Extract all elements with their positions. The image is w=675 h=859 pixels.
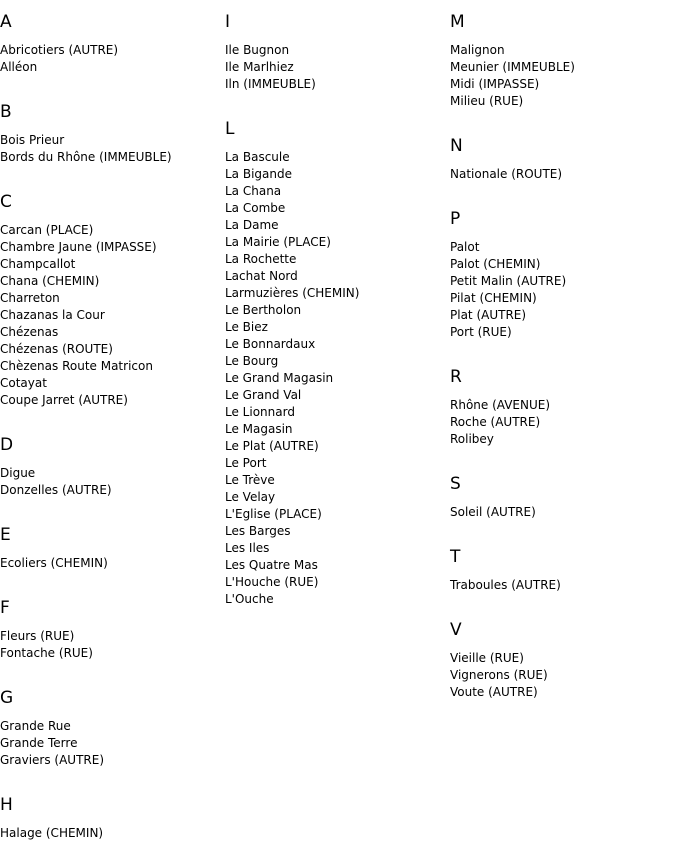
street-link[interactable]: Larmuzières (CHEMIN) bbox=[225, 286, 360, 300]
street-link[interactable]: Le Magasin bbox=[225, 422, 293, 436]
street-link[interactable]: Chèzenas Route Matricon bbox=[0, 359, 153, 373]
letter-group bbox=[0, 525, 225, 572]
letter-heading: S bbox=[450, 474, 461, 494]
street-link[interactable]: Grande Terre bbox=[0, 736, 78, 750]
street-link[interactable]: Les Barges bbox=[225, 524, 291, 538]
street-link[interactable]: Chézenas (ROUTE) bbox=[0, 342, 113, 356]
letter-heading: B bbox=[0, 102, 12, 122]
street-link[interactable]: Petit Malin (AUTRE) bbox=[450, 274, 567, 288]
letter-heading: D bbox=[0, 435, 14, 455]
street-link[interactable]: La Bigande bbox=[225, 167, 292, 181]
street-list bbox=[0, 555, 225, 572]
street-link[interactable]: Vieille (RUE) bbox=[450, 651, 524, 665]
street-link[interactable]: Chazanas la Cour bbox=[0, 308, 105, 322]
street-link[interactable]: Roche (AUTRE) bbox=[450, 415, 541, 429]
street-link[interactable]: Le Bertholon bbox=[225, 303, 302, 317]
street-link[interactable]: Halage (CHEMIN) bbox=[0, 826, 104, 840]
street-link[interactable]: Palot bbox=[450, 240, 480, 254]
street-list bbox=[0, 628, 225, 662]
street-list bbox=[450, 166, 675, 183]
street-link[interactable]: Ile Bugnon bbox=[225, 43, 290, 57]
letter-group bbox=[450, 12, 675, 110]
street-link[interactable]: Charreton bbox=[0, 291, 60, 305]
letter-heading: T bbox=[450, 547, 461, 567]
street-link[interactable]: Iln (IMMEUBLE) bbox=[225, 77, 316, 91]
column-2 bbox=[225, 0, 450, 608]
street-link[interactable]: Fontache (RUE) bbox=[0, 646, 93, 660]
letter-group bbox=[225, 12, 450, 93]
street-link[interactable]: L'Houche (RUE) bbox=[225, 575, 319, 589]
street-link[interactable]: Milieu (RUE) bbox=[450, 94, 524, 108]
letter-heading: M bbox=[450, 12, 465, 32]
letter-group bbox=[450, 620, 675, 701]
street-link[interactable]: Les Quatre Mas bbox=[225, 558, 318, 572]
street-link[interactable]: Traboules (AUTRE) bbox=[450, 578, 561, 592]
group-spacer bbox=[0, 76, 225, 90]
street-list bbox=[450, 42, 675, 110]
street-link[interactable]: Rhône (AVENUE) bbox=[450, 398, 551, 412]
street-link[interactable]: Carcan (PLACE) bbox=[0, 223, 94, 237]
letter-group bbox=[0, 795, 225, 842]
letter-group bbox=[450, 367, 675, 448]
street-link[interactable]: La Dame bbox=[225, 218, 279, 232]
street-link[interactable]: Meunier (IMMEUBLE) bbox=[450, 60, 575, 74]
letter-heading: P bbox=[450, 209, 461, 229]
letter-heading: A bbox=[0, 12, 12, 32]
street-link[interactable]: Cotayat bbox=[0, 376, 47, 390]
street-link[interactable]: Graviers (AUTRE) bbox=[0, 753, 105, 767]
letter-group bbox=[0, 688, 225, 769]
group-spacer bbox=[450, 521, 675, 535]
group-spacer bbox=[450, 183, 675, 197]
letter-heading: L bbox=[225, 119, 235, 139]
street-link[interactable]: Plat (AUTRE) bbox=[450, 308, 527, 322]
letter-group bbox=[450, 209, 675, 341]
letter-heading: I bbox=[225, 12, 231, 32]
street-link[interactable]: Digue bbox=[0, 466, 36, 480]
street-link[interactable]: Le Biez bbox=[225, 320, 268, 334]
street-link[interactable]: Voute (AUTRE) bbox=[450, 685, 538, 699]
street-link[interactable]: Les Iles bbox=[225, 541, 270, 555]
street-link[interactable]: Fleurs (RUE) bbox=[0, 629, 75, 643]
street-link[interactable]: Le Lionnard bbox=[225, 405, 295, 419]
group-spacer bbox=[0, 769, 225, 783]
street-list bbox=[450, 650, 675, 701]
street-link[interactable]: Pilat (CHEMIN) bbox=[450, 291, 537, 305]
letter-heading: G bbox=[0, 688, 14, 708]
street-link[interactable]: Le Velay bbox=[225, 490, 276, 504]
letter-group bbox=[0, 102, 225, 166]
letter-group bbox=[450, 136, 675, 183]
letter-group bbox=[450, 547, 675, 594]
group-spacer bbox=[0, 572, 225, 586]
street-link[interactable]: Midi (IMPASSE) bbox=[450, 77, 540, 91]
street-link[interactable]: Palot (CHEMIN) bbox=[450, 257, 541, 271]
letter-heading: E bbox=[0, 525, 11, 545]
street-link[interactable]: La Chana bbox=[225, 184, 282, 198]
street-list bbox=[0, 132, 225, 166]
letter-heading: C bbox=[0, 192, 12, 212]
street-link[interactable]: Coupe Jarret (AUTRE) bbox=[0, 393, 128, 407]
street-link[interactable]: Donzelles (AUTRE) bbox=[0, 483, 112, 497]
group-spacer bbox=[450, 448, 675, 462]
group-spacer bbox=[450, 341, 675, 355]
group-spacer bbox=[225, 93, 450, 107]
group-spacer bbox=[450, 594, 675, 608]
street-list bbox=[225, 42, 450, 93]
street-link[interactable]: Le Grand Val bbox=[225, 388, 302, 402]
column-3 bbox=[450, 0, 675, 701]
column-1 bbox=[0, 0, 225, 842]
letter-group bbox=[225, 119, 450, 608]
street-link[interactable]: L'Ouche bbox=[225, 592, 274, 606]
street-link[interactable]: Rolibey bbox=[450, 432, 494, 446]
street-list bbox=[450, 397, 675, 448]
letter-heading: N bbox=[450, 136, 463, 156]
street-list bbox=[0, 222, 225, 409]
street-link[interactable]: Le Plat (AUTRE) bbox=[225, 439, 319, 453]
street-link[interactable]: Soleil (AUTRE) bbox=[450, 505, 536, 519]
street-list bbox=[0, 825, 225, 842]
group-spacer bbox=[450, 110, 675, 124]
letter-group bbox=[450, 474, 675, 521]
street-link[interactable]: Alléon bbox=[0, 60, 38, 74]
street-link[interactable]: La Bascule bbox=[225, 150, 290, 164]
street-link[interactable]: Grande Rue bbox=[0, 719, 71, 733]
street-list bbox=[450, 239, 675, 341]
street-link[interactable]: Abricotiers (AUTRE) bbox=[0, 43, 119, 57]
street-link[interactable]: Le Trève bbox=[225, 473, 275, 487]
group-spacer bbox=[0, 409, 225, 423]
street-link[interactable]: Le Bourg bbox=[225, 354, 279, 368]
street-list bbox=[450, 504, 675, 521]
street-link[interactable]: Bords du Rhône (IMMEUBLE) bbox=[0, 150, 172, 164]
street-link[interactable]: Chambre Jaune (IMPASSE) bbox=[0, 240, 157, 254]
street-link[interactable]: Nationale (ROUTE) bbox=[450, 167, 563, 181]
letter-group bbox=[0, 192, 225, 409]
street-link[interactable]: Vignerons (RUE) bbox=[450, 668, 548, 682]
letter-heading: V bbox=[450, 620, 462, 640]
street-list bbox=[0, 718, 225, 769]
street-link[interactable]: Port (RUE) bbox=[450, 325, 512, 339]
street-link[interactable]: Ile Marlhiez bbox=[225, 60, 294, 74]
street-link[interactable]: Champcallot bbox=[0, 257, 76, 271]
letter-group bbox=[0, 435, 225, 499]
street-list bbox=[450, 577, 675, 594]
letter-heading: H bbox=[0, 795, 13, 815]
street-link[interactable]: La Mairie (PLACE) bbox=[225, 235, 331, 249]
letter-group bbox=[0, 598, 225, 662]
street-link[interactable]: Malignon bbox=[450, 43, 505, 57]
group-spacer bbox=[0, 662, 225, 676]
letter-group bbox=[0, 12, 225, 76]
street-link[interactable]: Bois Prieur bbox=[0, 133, 65, 147]
street-link[interactable]: Chana (CHEMIN) bbox=[0, 274, 100, 288]
street-link[interactable]: Le Bonnardaux bbox=[225, 337, 316, 351]
group-spacer bbox=[0, 166, 225, 180]
street-link[interactable]: Ecoliers (CHEMIN) bbox=[0, 556, 108, 570]
street-link[interactable]: Lachat Nord bbox=[225, 269, 298, 283]
street-link[interactable]: Le Port bbox=[225, 456, 267, 470]
street-list bbox=[0, 465, 225, 499]
street-link[interactable]: L'Eglise (PLACE) bbox=[225, 507, 322, 521]
street-list bbox=[225, 149, 450, 608]
street-link[interactable]: Le Grand Magasin bbox=[225, 371, 334, 385]
street-link[interactable]: Chézenas bbox=[0, 325, 59, 339]
group-spacer bbox=[0, 499, 225, 513]
letter-heading: F bbox=[0, 598, 10, 618]
street-link[interactable]: La Combe bbox=[225, 201, 286, 215]
street-link[interactable]: La Rochette bbox=[225, 252, 297, 266]
letter-heading: R bbox=[450, 367, 462, 387]
street-list bbox=[0, 42, 225, 76]
